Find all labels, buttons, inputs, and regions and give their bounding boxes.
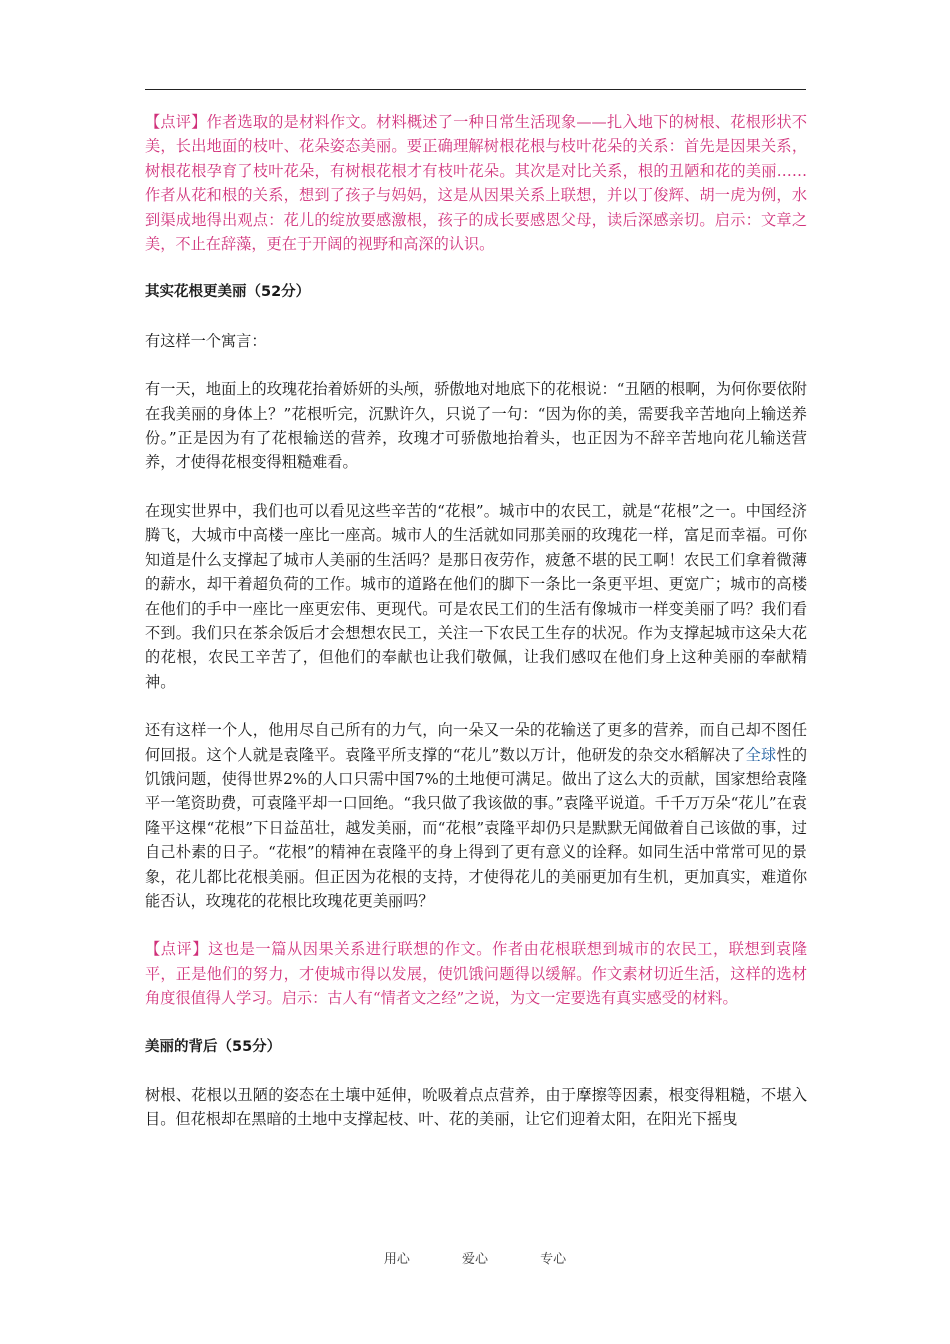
comment-paragraph-2	[145, 937, 807, 1010]
essay-title-1: 其实花根更美丽（52分）	[145, 284, 311, 301]
comment-text: 这也是一篇从因果关系进行联想的作文。作者由花根联想到城市的农民工，联想到袁隆平，正是他们的努力，才使城市得以发展，使饥饿问题得以缓解。作文素材切近生活，这样的选材角度很值得人学习。启示：古人有“情者文之经”之说，为文一定要选有真实感受的材料。	[145, 940, 808, 1008]
comment-paragraph-1	[145, 110, 807, 256]
footer-text-2: 爱心	[461, 1252, 488, 1267]
header-rule	[145, 89, 806, 90]
essay2-paragraph-1: 树根、花根以丑陋的姿态在土壤中延伸，吮吸着点点营养，由于摩擦等因素，根变得粗糙，不堪入目。但花根却在黑暗的土地中支撑起枝、叶、花的美丽，让它们迎着太阳，在阳光下摇曳	[145, 1086, 807, 1129]
global-link[interactable]: 全球	[745, 745, 777, 764]
footer-text-3: 专心	[540, 1252, 567, 1267]
essay1-paragraph-1: 有一天，地面上的玫瑰花抬着娇妍的头颅，骄傲地对地底下的花根说：“丑陋的根啊，为何你要依附在我美丽的身体上？”花根听完，沉默许久，只说了一句：“因为你的美，需要我辛苦地向上输送养份。”正是因为有了花根输送的营养，玫瑰才可骄傲地抬着头，也正因为不辞辛苦地向花儿输送营养，才使得花根变得粗糙难看。	[145, 380, 807, 472]
essay1-paragraph-3	[145, 718, 807, 913]
comment-text: 作者选取的是材料作文。材料概述了一种日常生活现象——扎入地下的树根、花根形状不美，长出地面的枝叶、花朵姿态美丽。要正确理解树根花根与枝叶花朵的关系：首先是因果关系，树根花根孕育了枝叶花朵，有树根花根才有枝叶花朵。其次是对比关系，根的丑陋和花的美丽……作者从花和根的关系，想到了孩子与妈妈，这是从因果关系上联想，并以丁俊辉、胡一虎为例，水到渠成地得出观点：花儿的绽放要感激根，孩子的成长要感恩父母，读后深感亲切。启示：文章之美，不止在辞藻，更在于开阔的视野和高深的认识。	[145, 113, 808, 254]
comment-tag: 【点评】	[145, 940, 209, 959]
comment-tag: 【点评】	[145, 113, 207, 131]
document-body	[145, 110, 807, 1132]
page-footer	[0, 1248, 950, 1267]
essay1-paragraph-3-part-a: 还有这样一个人，他用尽自己所有的力气，向一朵又一朵的花输送了更多的营养，而自己却不图任何回报。这个人就是袁隆平。袁隆平所支撑的“花儿”数以万计，他研发的杂交水稻解决了	[145, 721, 807, 764]
essay1-paragraph-2: 在现实世界中，我们也可以看见这些辛苦的“花根”。城市中的农民工，就是“花根”之一。中国经济腾飞，大城市中高楼一座比一座高。城市人的生活就如同那美丽的玫瑰花一样，富足而幸福。可你知道是什么支撑起了城市人美丽的生活吗？是那日夜劳作，疲惫不堪的民工啊！农民工们拿着微薄的薪水，却干着超负荷的工作。城市的道路在他们的脚下一条比一条更平坦、更宽广；城市的高楼在他们的手中一座比一座更宏伟、更现代。可是农民工们的生活有像城市一样变美丽了吗？我们看不到。我们只在茶余饭后才会想想农民工，关注一下农民工生存的状况。作为支撑起城市这朵大花的花根，农民工辛苦了，但他们的奉献也让我们敬佩，让我们感叹在他们身上这种美丽的奉献精神。	[145, 501, 807, 691]
essay1-paragraph-3-part-b: 性的饥饿问题，使得世界2%的人口只需中国7%的土地便可满足。做出了这么大的贡献，国家想给袁隆平一笔资助费，可袁隆平却一口回绝。“我只做了我该做的事。”袁隆平说道。千千万万朵“花儿”在袁隆平这棵“花根”下日益茁壮，越发美丽，而“花根”袁隆平却仍只是默默无闻做着自己该做的事，过自己朴素的日子。“花根”的精神在袁隆平的身上得到了更有意义的诠释。如同生活中常常可见的景象，花儿都比花根美丽。但正因为花根的支持，才使得花儿的美丽更加有生机，更加真实，难道你能否认，玫瑰花的花根比玫瑰花更美丽吗？	[145, 745, 808, 910]
footer-text-1: 用心	[383, 1252, 410, 1267]
essay1-intro: 有这样一个寓言：	[145, 331, 267, 350]
essay-title-2: 美丽的背后（55分）	[145, 1038, 282, 1055]
